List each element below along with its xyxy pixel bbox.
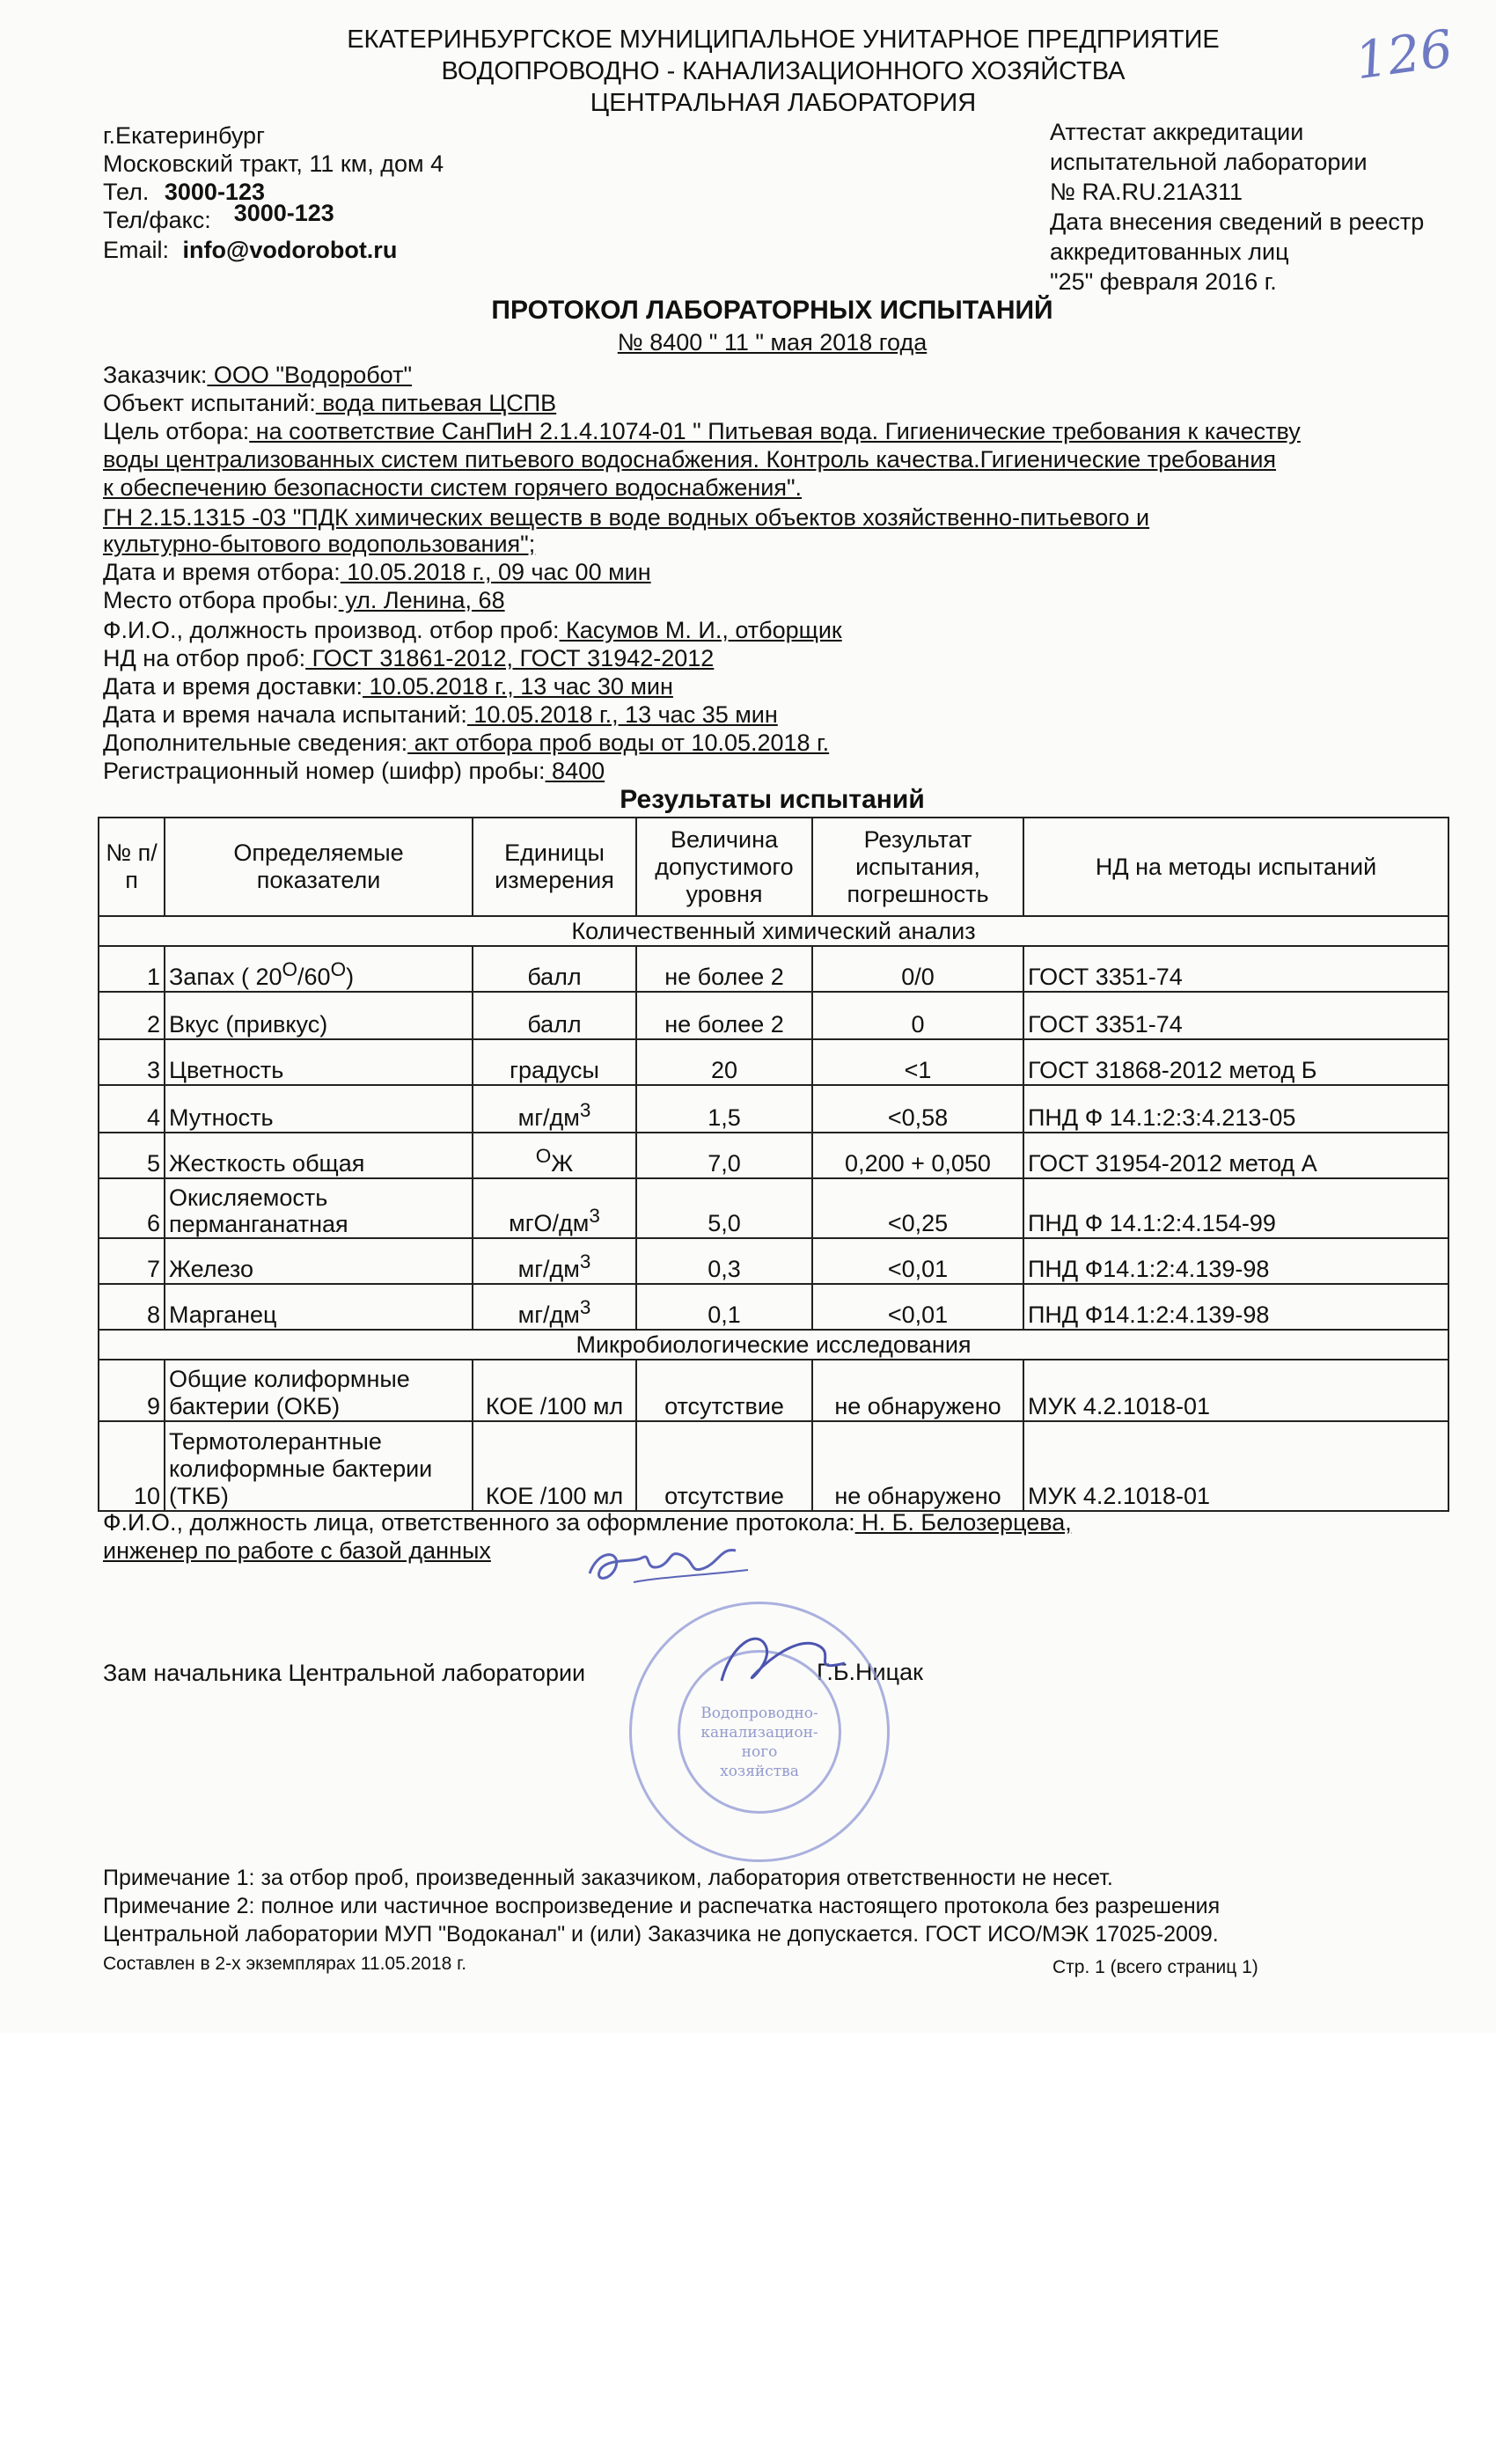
cell-method: МУК 4.2.1018-01	[1023, 1360, 1448, 1421]
contact-address: Московский тракт, 11 км, дом 4	[103, 150, 444, 177]
regnum-value: 8400	[545, 758, 605, 784]
purpose-value-2: воды централизованных систем питьевого водоснабжения. Контроль качества.Гигиенические требования	[103, 446, 1277, 473]
field-nd	[103, 644, 714, 672]
accreditation-line2: испытательной лаборатории	[1050, 149, 1368, 175]
protocol-title: ПРОТОКОЛ ЛАБОРАТОРНЫХ ИСПЫТАНИЙ	[491, 296, 1053, 325]
cell-limit: отсутствие	[636, 1360, 812, 1421]
purpose-value-1: на соответствие СанПиН 2.1.4.1074-01 " Питьевая вода. Гигиенические требования к качеству	[249, 418, 1301, 444]
indicator-text-end: )	[346, 964, 355, 990]
cell-result: <0,25	[812, 1178, 1023, 1238]
degree-mark: О	[282, 958, 298, 980]
field-sampling-date	[103, 558, 651, 586]
contact-email	[103, 236, 397, 264]
cell-indicator: Жесткость общая	[165, 1133, 473, 1178]
cell-unit	[473, 1085, 636, 1133]
unit-exponent: 3	[579, 1250, 591, 1272]
start-value: 10.05.2018 г., 13 час 35 мин	[466, 701, 778, 728]
table-row	[99, 1360, 1448, 1421]
cell-limit: 7,0	[636, 1133, 812, 1178]
cell-num: 6	[99, 1178, 165, 1238]
purpose-value-3: к обеспечению безопасности систем горячего водоснабжения".	[103, 474, 803, 501]
cell-num: 3	[99, 1039, 165, 1085]
field-purpose	[103, 417, 1301, 445]
col-limit: Величина допустимого уровня	[636, 818, 812, 916]
cell-limit: 0,1	[636, 1284, 812, 1330]
customer-label: Заказчик:	[103, 362, 208, 388]
col-result: Результат испытания, погрешность	[812, 818, 1023, 916]
cell-indicator: Термотолерантные колиформные бактерии (ТКБ)	[165, 1421, 473, 1511]
customer-value: ООО "Водоробот"	[207, 362, 413, 388]
cell-result: не обнаружено	[812, 1360, 1023, 1421]
cell-num: 1	[99, 946, 165, 992]
table-row	[99, 1178, 1448, 1238]
sampler-value: Касумов М. И., отборщик	[559, 617, 842, 643]
handwritten-page-mark: 126	[1351, 18, 1456, 92]
stamp-line: хозяйства	[720, 1763, 799, 1780]
cell-num: 4	[99, 1085, 165, 1133]
table-row	[99, 992, 1448, 1039]
table-row	[99, 1284, 1448, 1330]
accreditation-line5: аккредитованных лиц	[1050, 238, 1289, 265]
unit-text: мг/дм	[517, 1104, 580, 1131]
field-regnum	[103, 757, 605, 785]
note-1: Примечание 1: за отбор проб, произведенный заказчиком, лаборатория ответственности не несет.	[103, 1866, 1113, 1890]
cell-limit: 1,5	[636, 1085, 812, 1133]
cell-indicator: Марганец	[165, 1284, 473, 1330]
cell-limit: 0,3	[636, 1238, 812, 1284]
cell-limit: отсутствие	[636, 1421, 812, 1511]
purpose-label: Цель отбора:	[103, 418, 250, 444]
field-object	[103, 389, 556, 417]
cell-method: ГОСТ 31954-2012 метод А	[1023, 1133, 1448, 1178]
indicator-text-mid: /60	[297, 964, 331, 990]
cell-unit	[473, 1133, 636, 1178]
accreditation-line1: Аттестат аккредитации	[1050, 119, 1304, 145]
org-name-line2: ВОДОПРОВОДНО - КАНАЛИЗАЦИОННОГО ХОЗЯЙСТВА	[441, 57, 1126, 85]
cell-indicator: Мутность	[165, 1085, 473, 1133]
cell-result: <0,01	[812, 1238, 1023, 1284]
fax-value: 3000-123	[233, 200, 334, 226]
table-row	[99, 1421, 1448, 1511]
copies-note: Составлен в 2-х экземплярах 11.05.2018 г.	[103, 1954, 467, 1974]
responsible-label: Ф.И.О., должность лица, ответственного за оформление протокола:	[103, 1509, 855, 1536]
cell-result: <0,01	[812, 1284, 1023, 1330]
table-row	[99, 1238, 1448, 1284]
accreditation-date: "25" февраля 2016 г.	[1050, 268, 1277, 295]
degree-mark: О	[330, 958, 347, 980]
cell-method: ГОСТ 3351-74	[1023, 992, 1448, 1039]
table-row	[99, 1085, 1448, 1133]
cell-indicator: Цветность	[165, 1039, 473, 1085]
cell-unit: балл	[473, 992, 636, 1039]
cell-unit: балл	[473, 946, 636, 992]
cell-num: 7	[99, 1238, 165, 1284]
cell-method: МУК 4.2.1018-01	[1023, 1421, 1448, 1511]
unit-exponent: 3	[579, 1099, 591, 1121]
protocol-number: № 8400 " 11 " мая 2018 года	[617, 329, 928, 356]
cell-num: 5	[99, 1133, 165, 1178]
email-value: info@vodorobot.ru	[182, 237, 398, 263]
field-sampler	[103, 616, 842, 644]
table-row	[99, 1039, 1448, 1085]
cell-num: 9	[99, 1360, 165, 1421]
cell-result: не обнаружено	[812, 1421, 1023, 1511]
field-extra	[103, 729, 829, 757]
cell-indicator: Железо	[165, 1238, 473, 1284]
cell-method: ПНД Ф14.1:2:4.139-98	[1023, 1238, 1448, 1284]
extra-value: акт отбора проб воды от 10.05.2018 г.	[407, 730, 830, 756]
table-header-row	[99, 818, 1448, 916]
note-3: Центральной лаборатории МУП "Водоканал" и (или) Заказчика не допускается. ГОСТ ИСО/МЭК 17025-2009.	[103, 1922, 1219, 1947]
cell-num: 2	[99, 992, 165, 1039]
section-row	[99, 1330, 1448, 1360]
cell-method: ПНД Ф 14.1:2:3:4.213-05	[1023, 1085, 1448, 1133]
cell-unit: КОЕ /100 мл	[473, 1360, 636, 1421]
table-row	[99, 1133, 1448, 1178]
place-label: Место отбора пробы:	[103, 587, 339, 613]
field-place	[103, 586, 505, 614]
regnum-label: Регистрационный номер (шифр) пробы:	[103, 758, 546, 784]
responsible-name: Н. Б. Белозерцева,	[854, 1509, 1072, 1536]
start-label: Дата и время начала испытаний:	[103, 701, 467, 728]
stamp-line: канализацион-	[700, 1724, 818, 1742]
note-2: Примечание 2: полное или частичное воспроизведение и распечатка настоящего протокола без разрешения	[103, 1894, 1221, 1918]
nd-value: ГОСТ 31861-2012, ГОСТ 31942-2012	[305, 645, 715, 671]
cell-limit: не более 2	[636, 992, 812, 1039]
cell-unit: КОЕ /100 мл	[473, 1421, 636, 1511]
sampling-date-label: Дата и время отбора:	[103, 559, 341, 585]
cell-result: <1	[812, 1039, 1023, 1085]
col-unit: Единицы измерения	[473, 818, 636, 916]
cell-unit	[473, 1238, 636, 1284]
signature-responsible	[581, 1531, 757, 1593]
cell-unit	[473, 1284, 636, 1330]
unit-exponent: 3	[579, 1296, 591, 1318]
unit-text: Ж	[551, 1150, 574, 1177]
sampler-label: Ф.И.О., должность производ. отбор проб:	[103, 617, 560, 643]
approval-title: Зам начальника Центральной лаборатории	[103, 1660, 586, 1686]
cell-indicator	[165, 946, 473, 992]
cell-num: 10	[99, 1421, 165, 1511]
cell-result: 0	[812, 992, 1023, 1039]
cell-result: 0,200 + 0,050	[812, 1133, 1023, 1178]
accreditation-line4: Дата внесения сведений в реестр	[1050, 209, 1425, 235]
cell-indicator: Окисляемость перманганатная	[165, 1178, 473, 1238]
indicator-text: Запах ( 20	[169, 964, 282, 990]
email-label: Email:	[103, 237, 170, 263]
cell-limit: не более 2	[636, 946, 812, 992]
extra-label: Дополнительные сведения:	[103, 730, 408, 756]
unit-text: мг/дм	[517, 1256, 580, 1282]
stamp-line: ного	[741, 1743, 778, 1761]
cell-result: <0,58	[812, 1085, 1023, 1133]
degree-mark: О	[535, 1145, 552, 1167]
stamp-line: Водопроводно-	[700, 1705, 818, 1722]
field-delivery	[103, 672, 673, 700]
unit-text: мг/дм	[517, 1302, 580, 1328]
tel-label: Тел.	[103, 179, 150, 205]
table-row	[99, 946, 1448, 992]
accreditation-number: № RA.RU.21А311	[1050, 179, 1243, 205]
cell-indicator: Общие колиформные бактерии (ОКБ)	[165, 1360, 473, 1421]
fax-label: Тел/факс:	[103, 207, 211, 233]
stamp-text	[680, 1704, 839, 1781]
col-num: № п/п	[99, 818, 165, 916]
purpose-value-4: ГН 2.15.1315 -03 "ПДК химических веществ в воде водных объектов хозяйственно-питьевого и	[103, 504, 1150, 531]
responsible-position: инженер по работе с базой данных	[103, 1537, 491, 1564]
col-method: НД на методы испытаний	[1023, 818, 1448, 916]
cell-limit: 5,0	[636, 1178, 812, 1238]
sampling-date-value: 10.05.2018 г., 09 час 00 мин	[340, 559, 651, 585]
section-chem: Количественный химический анализ	[99, 916, 1448, 946]
cell-method: ПНД Ф14.1:2:4.139-98	[1023, 1284, 1448, 1330]
org-name-line3: ЦЕНТРАЛЬНАЯ ЛАБОРАТОРИЯ	[590, 89, 977, 117]
cell-limit: 20	[636, 1039, 812, 1085]
page-counter: Стр. 1 (всего страниц 1)	[1052, 1957, 1258, 1977]
cell-indicator: Вкус (привкус)	[165, 992, 473, 1039]
field-start	[103, 700, 778, 729]
cell-method: ГОСТ 3351-74	[1023, 946, 1448, 992]
object-value: вода питьевая ЦСПВ	[315, 390, 557, 416]
tel-value: 3000-123	[164, 179, 265, 205]
delivery-label: Дата и время доставки:	[103, 673, 363, 700]
results-table	[98, 817, 1449, 1512]
contact-fax	[103, 200, 334, 234]
purpose-value-5: культурно-бытового водопользования";	[103, 531, 536, 557]
unit-exponent: 3	[589, 1205, 600, 1227]
col-indicator: Определяемые показатели	[165, 818, 473, 916]
contact-city: г.Екатеринбург	[103, 122, 265, 149]
cell-unit: градусы	[473, 1039, 636, 1085]
approval-name: Г.Б.Ницак	[817, 1659, 923, 1685]
field-customer	[103, 361, 412, 389]
results-title: Результаты испытаний	[620, 785, 925, 814]
section-micro: Микробиологические исследования	[99, 1330, 1448, 1360]
cell-result: 0/0	[812, 946, 1023, 992]
object-label: Объект испытаний:	[103, 390, 316, 416]
signature-approver	[704, 1619, 862, 1698]
cell-num: 8	[99, 1284, 165, 1330]
nd-label: НД на отбор проб:	[103, 645, 306, 671]
section-row	[99, 916, 1448, 946]
cell-method: ПНД Ф 14.1:2:4.154-99	[1023, 1178, 1448, 1238]
org-name-line1: ЕКАТЕРИНБУРГСКОЕ МУНИЦИПАЛЬНОЕ УНИТАРНОЕ ПРЕДПРИЯТИЕ	[347, 26, 1220, 54]
place-value: ул. Ленина, 68	[338, 587, 505, 613]
delivery-value: 10.05.2018 г., 13 час 30 мин	[363, 673, 673, 700]
cell-unit	[473, 1178, 636, 1238]
unit-text: мгО/дм	[509, 1210, 590, 1236]
cell-method: ГОСТ 31868-2012 метод Б	[1023, 1039, 1448, 1085]
